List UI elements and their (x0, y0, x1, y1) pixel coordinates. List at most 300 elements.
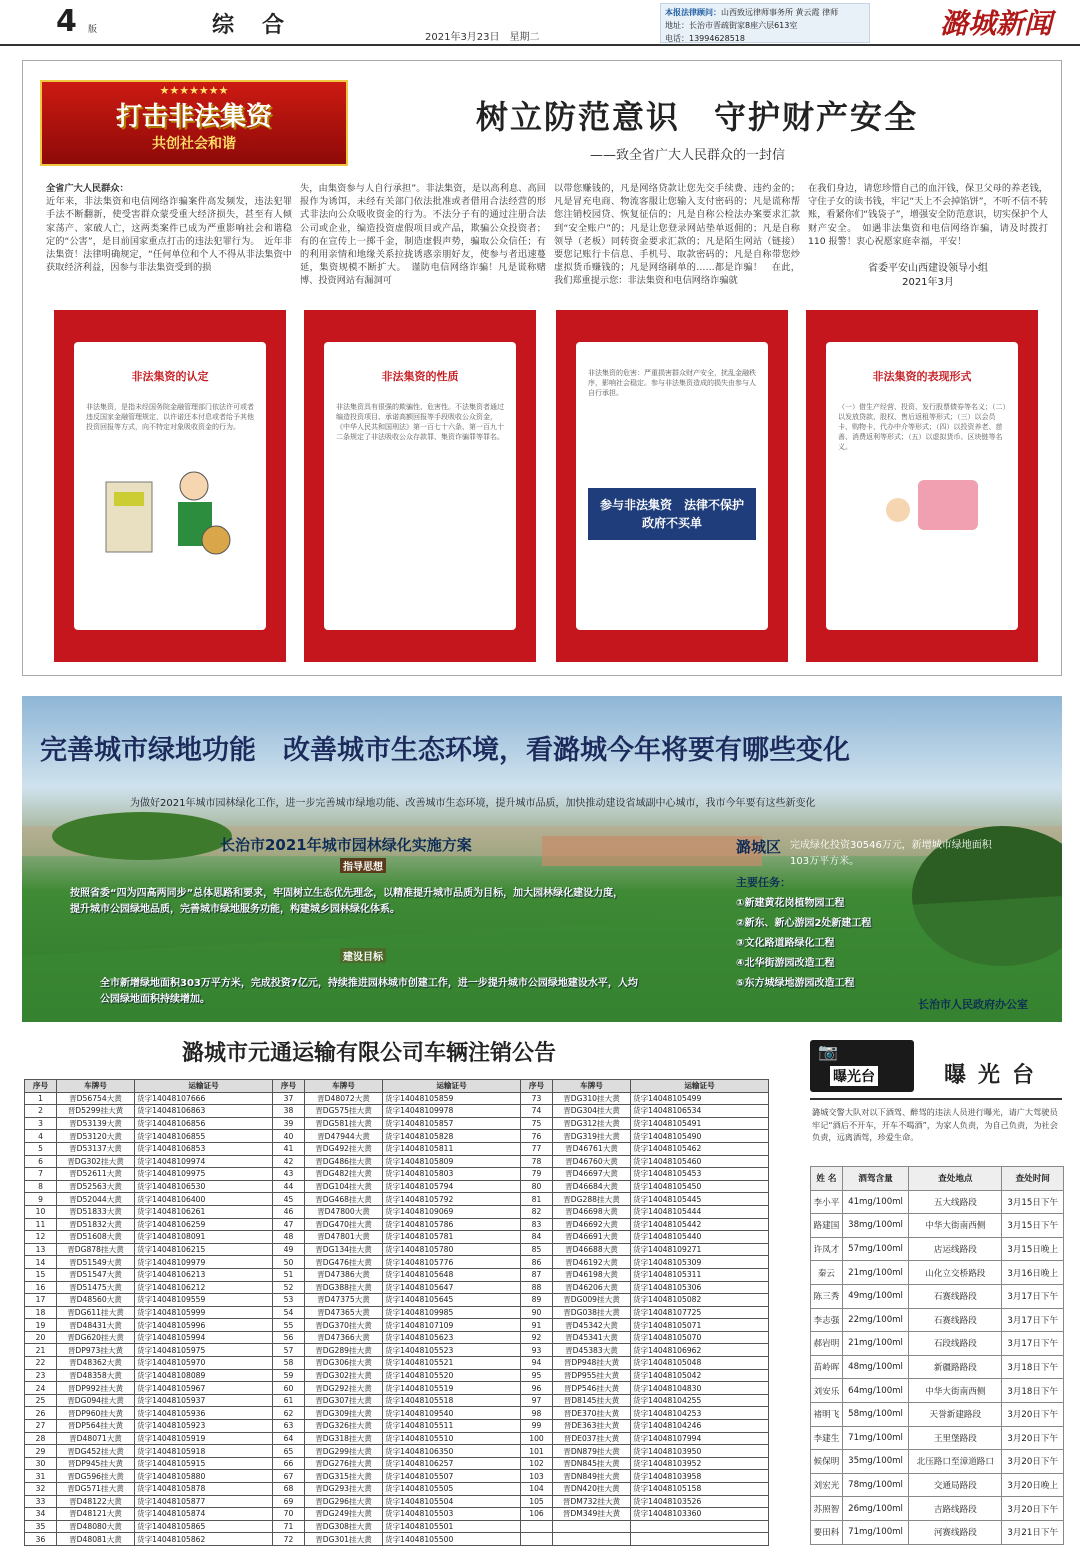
paper-logo: 潞城新闻 (940, 7, 1053, 40)
col-header: 查处地点 (909, 1167, 1002, 1191)
table-cell: 货字14048105462 (631, 1142, 769, 1155)
table-cell: 晋D46192大黄 (553, 1256, 631, 1269)
table-cell: 郝岩明 (811, 1332, 843, 1356)
table-cell: 晋DP945挂大黄 (57, 1457, 135, 1470)
table-cell: 63 (273, 1420, 305, 1433)
vehicle-table (24, 1079, 769, 1546)
task-item: ③文化路道路绿化工程 (736, 938, 835, 949)
table-cell: 49mg/100ml (842, 1284, 908, 1308)
table-cell: 96 (521, 1382, 553, 1395)
table-cell: 货字14048105511 (383, 1420, 521, 1433)
table-cell: 晋DG249挂大黄 (305, 1508, 383, 1521)
table-cell: 49 (273, 1243, 305, 1256)
table-cell: 12 (25, 1231, 57, 1244)
table-cell: 86 (521, 1256, 553, 1269)
table-cell: 石赛线路段 (909, 1308, 1002, 1332)
table-cell: 21mg/100ml (842, 1261, 908, 1285)
table-cell (521, 1533, 553, 1546)
table-cell: 22mg/100ml (842, 1308, 908, 1332)
table-cell: 晋DG308挂大黄 (305, 1520, 383, 1533)
table-cell: 陈三秀 (811, 1284, 843, 1308)
table-cell: 晋DG094挂大黄 (57, 1394, 135, 1407)
table-row (25, 1155, 769, 1168)
table-cell: 货字14048106856 (135, 1117, 273, 1130)
table-row (25, 1218, 769, 1231)
table-cell: 晋D47366大黄 (305, 1331, 383, 1344)
col-header: 序号 (273, 1080, 305, 1093)
table-cell: 32 (25, 1483, 57, 1496)
table-cell: 货字14048105518 (383, 1394, 521, 1407)
table-cell: 晋D51832大黄 (57, 1218, 135, 1231)
table-cell: 87 (521, 1268, 553, 1281)
table-cell: 货字14048103958 (631, 1470, 769, 1483)
table-cell: 17 (25, 1294, 57, 1307)
table-cell: 晋D51549大黄 (57, 1256, 135, 1269)
col-header: 车牌号 (305, 1080, 383, 1093)
table-row (25, 1508, 769, 1521)
table-cell: 许凤才 (811, 1237, 843, 1261)
table-cell: 92 (521, 1331, 553, 1344)
table-row (25, 1432, 769, 1445)
table-cell: 货字14048105874 (135, 1508, 273, 1521)
table-cell: 10 (25, 1205, 57, 1218)
table-cell: 天誉新建路段 (909, 1402, 1002, 1426)
table-cell: 74 (521, 1105, 553, 1118)
table-cell: 晋DP564挂大黄 (57, 1420, 135, 1433)
table-cell: 货字14048105794 (383, 1180, 521, 1193)
table-cell: 晋D52611大黄 (57, 1168, 135, 1181)
table-cell: 晋DG302挂大黄 (305, 1369, 383, 1382)
table-cell: 47 (273, 1218, 305, 1231)
legal-advisor-phone: 电话：13994628518 (665, 34, 745, 43)
table-cell: 晋DN849挂大黄 (553, 1470, 631, 1483)
table-cell: 57mg/100ml (842, 1237, 908, 1261)
divider (810, 1098, 1062, 1100)
table-cell: 晋DG486挂大黄 (305, 1155, 383, 1168)
table-row (25, 1168, 769, 1181)
table-row (25, 1268, 769, 1281)
table-cell: 晋DP960挂大黄 (57, 1407, 135, 1420)
col-header: 酒驾含量 (842, 1167, 908, 1191)
table-row (25, 1281, 769, 1294)
table-cell: 货字14048106863 (135, 1105, 273, 1118)
col-header: 姓 名 (811, 1167, 843, 1191)
table-cell (553, 1520, 631, 1533)
task-item: ④北华街游园改造工程 (736, 958, 835, 969)
table-cell: 货字14048105623 (383, 1331, 521, 1344)
table-cell: 晋D47386大黄 (305, 1268, 383, 1281)
table-cell: 北压路口至漳道路口 (909, 1450, 1002, 1474)
table-cell: 晋DG388挂大黄 (305, 1281, 383, 1294)
table-cell: 晋DG289挂大黄 (305, 1344, 383, 1357)
table-cell: 货字14048105645 (383, 1294, 521, 1307)
table-cell: 晋D48358大黄 (57, 1369, 135, 1382)
guide-text: 按照省委“四为四高两同步”总体思路和要求，牢固树立生态优先理念，以精准提升城市品质为目标，加大园林绿化建设力度，提升城市公园绿地品质，完善城市绿地服务功能，构建城乡园林绿化体系。 (70, 888, 624, 915)
table-cell: 货字14048105311 (631, 1268, 769, 1281)
notice-title: 树立防范意识 守护财产安全 (476, 98, 919, 136)
table-cell: 货字14048105970 (135, 1357, 273, 1370)
table-cell: 35mg/100ml (842, 1450, 908, 1474)
table-cell: 货字14048106259 (135, 1218, 273, 1231)
table-cell: 43 (273, 1168, 305, 1181)
table-cell: 晋D52044大黄 (57, 1193, 135, 1206)
table-cell: 李志强 (811, 1308, 843, 1332)
table-cell: 66 (273, 1457, 305, 1470)
table-row (25, 1319, 769, 1332)
table-cell: 山化立交桥路段 (909, 1261, 1002, 1285)
table-cell: 晋DG492挂大黄 (305, 1142, 383, 1155)
table-cell: 路建国 (811, 1214, 843, 1238)
table-cell: 61 (273, 1394, 305, 1407)
table-cell: 105 (521, 1495, 553, 1508)
table-cell: 76 (521, 1130, 553, 1143)
table-cell: 货字14048105999 (135, 1306, 273, 1319)
table-cell: 货字14048103360 (631, 1508, 769, 1521)
table-cell: 货字14048105491 (631, 1117, 769, 1130)
table-cell: 苗岭晖 (811, 1355, 843, 1379)
col-header: 运输证号 (135, 1080, 273, 1093)
card-title: 非法集资的表现形式 (872, 370, 972, 383)
table-cell: 货字14048106213 (135, 1268, 273, 1281)
table-cell: 货字14048106257 (383, 1457, 521, 1470)
table-cell: 14 (25, 1256, 57, 1269)
table-cell: 11 (25, 1218, 57, 1231)
table-cell: 货字14048108089 (135, 1369, 273, 1382)
table-cell: 4 (25, 1130, 57, 1143)
table-cell: 48 (273, 1231, 305, 1244)
table-cell: 货字14048105499 (631, 1092, 769, 1105)
table-cell: 货字14048105082 (631, 1294, 769, 1307)
table-cell: 3月17日下午 (1002, 1308, 1064, 1332)
table-cell: 24 (25, 1382, 57, 1395)
table-cell: 货字14048105780 (383, 1243, 521, 1256)
table-cell: 货字14048105865 (135, 1520, 273, 1533)
table-cell: 货字14048106400 (135, 1193, 273, 1206)
table-cell: 晋D46692大黄 (553, 1218, 631, 1231)
table-cell: 货字14048105809 (383, 1155, 521, 1168)
table-row (811, 1237, 1064, 1261)
table-cell: 106 (521, 1508, 553, 1521)
table-cell: 78mg/100ml (842, 1473, 908, 1497)
table-cell: 货字14048105857 (383, 1117, 521, 1130)
table-cell: 40 (273, 1130, 305, 1143)
table-row (811, 1332, 1064, 1356)
table-cell: 晋DM349挂大黄 (553, 1508, 631, 1521)
table-cell: 3月17日下午 (1002, 1332, 1064, 1356)
table-row (25, 1193, 769, 1206)
table-cell: 晋DG104挂大黄 (305, 1180, 383, 1193)
table-cell: 3月17日下午 (1002, 1284, 1064, 1308)
table-cell: 3月18日下午 (1002, 1355, 1064, 1379)
table-cell: 75 (521, 1117, 553, 1130)
table-row (811, 1190, 1064, 1214)
page-number: 4 (56, 4, 77, 39)
table-cell: 8 (25, 1180, 57, 1193)
col-header: 序号 (521, 1080, 553, 1093)
table-cell: 晋D51475大黄 (57, 1281, 135, 1294)
table-cell: 货字14048105500 (383, 1533, 521, 1546)
issue-date: 2021年3月23日 星期二 (425, 32, 540, 43)
table-cell: 36 (25, 1533, 57, 1546)
table-cell: 88 (521, 1281, 553, 1294)
table-cell: 62 (273, 1407, 305, 1420)
card-text: （一）借生产经营、投资、发行股票债券等名义；（二）以发放贷款、股权、售后返租等形式；（三）以会员卡、购物卡、代办中介等形式；（四）以投资养老、慈善、消费返利等形式；（五）以虚拟货币、区块链等名义。 (838, 403, 1006, 451)
table-cell: 晋D46198大黄 (553, 1268, 631, 1281)
table-cell: 晋D46697大黄 (553, 1168, 631, 1181)
table-cell: 晋DG310挂大黄 (553, 1092, 631, 1105)
table-row (25, 1105, 769, 1118)
table-cell: 石赛线路段 (909, 1284, 1002, 1308)
signature-org: 省委平安山西建设领导小组 (868, 263, 988, 274)
table-cell: 货字14048103526 (631, 1495, 769, 1508)
table-cell: 35 (25, 1520, 57, 1533)
table-cell: 货字14048105450 (631, 1180, 769, 1193)
table-cell: 41 (273, 1142, 305, 1155)
table-cell: 货字14048105937 (135, 1394, 273, 1407)
table-cell: 货字14048105975 (135, 1344, 273, 1357)
table-cell: 货字14048106530 (135, 1180, 273, 1193)
exposure-badge (810, 1040, 914, 1092)
table-cell: 晋DE363挂大黄 (553, 1420, 631, 1433)
table-cell: 晋DG288挂大黄 (553, 1193, 631, 1206)
table-cell: 货字14048105862 (135, 1533, 273, 1546)
table-cell: 李建生 (811, 1426, 843, 1450)
table-cell: 货字14048105915 (135, 1457, 273, 1470)
table-cell: 93 (521, 1344, 553, 1357)
table-cell: 货字14048106261 (135, 1205, 273, 1218)
table-cell: 晋DG312挂大黄 (553, 1117, 631, 1130)
card-title: 非法集资的认定 (131, 370, 209, 383)
table-cell: 货字14048105445 (631, 1193, 769, 1206)
table-cell: 货字14048105523 (383, 1344, 521, 1357)
table-cell: 货字14048105158 (631, 1483, 769, 1496)
table-cell: 80 (521, 1180, 553, 1193)
table-row (25, 1357, 769, 1370)
exposure-badge-text: 曝光台 (830, 1066, 878, 1086)
table-cell: 晋DN845挂大黄 (553, 1457, 631, 1470)
table-row (811, 1450, 1064, 1474)
cancel-title: 潞城市元通运输有限公司车辆注销公告 (182, 1040, 557, 1066)
table-cell: 晋D53120大黄 (57, 1130, 135, 1143)
table-cell: 晋DN879挂大黄 (553, 1445, 631, 1458)
banner (40, 80, 348, 166)
table-cell: 晋DN420挂大黄 (553, 1483, 631, 1496)
table-cell: 23 (25, 1369, 57, 1382)
table-cell: 38 (273, 1105, 305, 1118)
table-cell (631, 1520, 769, 1533)
table-cell: 晋D48122大黄 (57, 1495, 135, 1508)
table-cell: 晋D48121大黄 (57, 1508, 135, 1521)
table-cell: 货字14048105919 (135, 1432, 273, 1445)
col-header: 车牌号 (57, 1080, 135, 1093)
table-cell: 晋DG319挂大黄 (553, 1130, 631, 1143)
table-row (811, 1402, 1064, 1426)
table-cell: 3月15日下午 (1002, 1190, 1064, 1214)
district-name: 潞城区 (736, 838, 782, 856)
table-cell: 3月15日晚上 (1002, 1237, 1064, 1261)
table-cell: 晋D51547大黄 (57, 1268, 135, 1281)
table-cell: 货字14048105460 (631, 1155, 769, 1168)
table-cell: 晋DG301挂大黄 (305, 1533, 383, 1546)
table-cell: 77 (521, 1142, 553, 1155)
table-cell: 货字14048105803 (383, 1168, 521, 1181)
table-cell: 货字14048106534 (631, 1105, 769, 1118)
table-cell: 货字14048107725 (631, 1306, 769, 1319)
exposure-intro: 潞城交警大队对以下酒驾、醉驾的违法人员进行曝光，请广大驾驶员牢记“酒后不开车，开车不喝酒”，为家人负责，为自己负责，为社会负责，远离酒驾，珍爱生命。 (812, 1107, 1058, 1142)
table-cell: 2 (25, 1105, 57, 1118)
wallet-illustration (838, 470, 988, 540)
table-row (25, 1420, 769, 1433)
card-title: 非法集资的性质 (381, 370, 459, 383)
table-cell: 19 (25, 1319, 57, 1332)
table-cell: 3月16日晚上 (1002, 1261, 1064, 1285)
table-cell: 货字14048105444 (631, 1205, 769, 1218)
table-cell: 刘宏光 (811, 1473, 843, 1497)
table-cell: 34 (25, 1508, 57, 1521)
table-cell: 3月20日晚上 (1002, 1473, 1064, 1497)
table-cell: 货字14048105070 (631, 1331, 769, 1344)
table-cell: 货字14048105781 (383, 1231, 521, 1244)
table-cell: 秦云 (811, 1261, 843, 1285)
notice-column-4: 在我们身边，请您珍惜自己的血汗钱，保卫父母的养老钱，守住子女的读书钱，牢记“天上不会掉馅饼”，不听不信不转账，看紧你们“钱袋子”，增强安全防范意识，切实保护个人财产安全。 如遇非法集资和电信网络诈骗，请及时拨打 110 报警！衷心祝愿家庭幸福，平安！ (808, 183, 1048, 247)
table-cell: 晋DG482挂大黄 (305, 1168, 383, 1181)
table-cell: 店运线路段 (909, 1237, 1002, 1261)
table-cell: 22 (25, 1357, 57, 1370)
table-cell: 5 (25, 1142, 57, 1155)
table-cell: 货字14048105048 (631, 1357, 769, 1370)
cartoon-illustration (86, 452, 236, 572)
table-cell: 晋DG571挂大黄 (57, 1483, 135, 1496)
table-cell: 刘安乐 (811, 1379, 843, 1403)
table-cell: 64 (273, 1432, 305, 1445)
table-cell: 货字14048105504 (383, 1495, 521, 1508)
table-cell: 晋DG596挂大黄 (57, 1470, 135, 1483)
table-cell: 货字14048108091 (135, 1231, 273, 1244)
table-cell: 70 (273, 1508, 305, 1521)
table-cell: 货字14048104246 (631, 1420, 769, 1433)
table-row (811, 1426, 1064, 1450)
table-cell: 货字14048105994 (135, 1331, 273, 1344)
table-cell: 货字14048105071 (631, 1319, 769, 1332)
info-card-4 (806, 310, 1038, 662)
table-cell: 货字14048105878 (135, 1483, 273, 1496)
table-cell: 货字14048105786 (383, 1218, 521, 1231)
table-cell: 21mg/100ml (842, 1332, 908, 1356)
table-cell: 晋DG304挂大黄 (553, 1105, 631, 1118)
table-cell: 货字14048105520 (383, 1369, 521, 1382)
table-cell: 81 (521, 1193, 553, 1206)
table-cell: 6 (25, 1155, 57, 1168)
table-cell: 货字14048106215 (135, 1243, 273, 1256)
table-cell: 晋DG326挂大黄 (305, 1420, 383, 1433)
table-row (811, 1308, 1064, 1332)
exposure-table (810, 1166, 1064, 1545)
table-cell: 晋D47365大黄 (305, 1306, 383, 1319)
table-row (25, 1344, 769, 1357)
table-cell: 44 (273, 1180, 305, 1193)
table-row (811, 1284, 1064, 1308)
table-cell: 晋DG134挂大黄 (305, 1243, 383, 1256)
table-row (25, 1180, 769, 1193)
table-cell: 候保明 (811, 1450, 843, 1474)
table-cell: 晋D48080大黄 (57, 1520, 135, 1533)
table-cell: 货字14048105647 (383, 1281, 521, 1294)
table-cell: 71mg/100ml (842, 1426, 908, 1450)
table-cell: 41mg/100ml (842, 1190, 908, 1214)
table-cell: 21 (25, 1344, 57, 1357)
table-cell: 晋DP948挂大黄 (553, 1357, 631, 1370)
table-cell: 货字14048104255 (631, 1394, 769, 1407)
table-cell: 货字14048105521 (383, 1357, 521, 1370)
task-item: ⑤东方城绿地游园改造工程 (736, 978, 855, 989)
table-cell: 晋D46698大黄 (553, 1205, 631, 1218)
table-cell: 晋DG315挂大黄 (305, 1470, 383, 1483)
guide-label: 指导思想 (340, 858, 386, 873)
table-cell: 100 (521, 1432, 553, 1445)
table-cell: 55 (273, 1319, 305, 1332)
table-cell: 晋D48072大黄 (305, 1092, 383, 1105)
table-cell: 货字14048105042 (631, 1369, 769, 1382)
table-row (25, 1294, 769, 1307)
table-cell: 3月20日下午 (1002, 1426, 1064, 1450)
notice-column-3: 以带您赚钱的，凡是网络贷款让您先交手续费、违约金的；凡是冒充电商、物流客服让您输入支付密码的；凡是谎称帮您注销校园贷、恢复征信的；凡是自称公检法办案要求汇款到“安全账户”的；凡是让您登录网站垫单返佣的；凡是自称领导（老板）同转资金要求汇款的；凡是陌生网站（链接）要您记账行卡信息、手机号、取款密码的；凡是自称带您炒虚拟货币赚钱的；凡是网络刷单的……都是诈骗！ 在此，我们郑重提示您：非法集资和电信网络诈骗就 (554, 183, 800, 287)
table-row (25, 1457, 769, 1470)
table-cell: 晋DP992挂大黄 (57, 1382, 135, 1395)
table-cell: 货字14048105828 (383, 1130, 521, 1143)
table-cell: 货字14048105996 (135, 1319, 273, 1332)
table-cell: 新疆路路段 (909, 1355, 1002, 1379)
table-cell: 94 (521, 1357, 553, 1370)
table-cell: 货字14048105859 (383, 1092, 521, 1105)
table-cell: 26 (25, 1407, 57, 1420)
table-cell: 102 (521, 1457, 553, 1470)
table-cell: 82 (521, 1205, 553, 1218)
table-cell: 3月20日下午 (1002, 1497, 1064, 1521)
table-cell: 晋D45342大黄 (553, 1319, 631, 1332)
table-cell: 78 (521, 1155, 553, 1168)
table-cell: 42 (273, 1155, 305, 1168)
table-row (25, 1256, 769, 1269)
col-header: 运输证号 (383, 1080, 521, 1093)
table-cell: 货字14048105776 (383, 1256, 521, 1269)
table-row (25, 1382, 769, 1395)
table-cell: 晋D46206大黄 (553, 1281, 631, 1294)
goal-label: 建设目标 (340, 948, 386, 963)
table-cell (631, 1533, 769, 1546)
table-cell: 晋DG293挂大黄 (305, 1483, 383, 1496)
table-cell: 五大线路段 (909, 1190, 1002, 1214)
notice-col1-text: 近年来，非法集资和电信网络诈骗案件高发频发，违法犯罪手法不断翻新，使受害群众蒙受重大经济损失，甚至有人倾家荡产、家破人亡，这两类案件已成为严重影响社会和谐稳定的“公害”，是目前国家重点打击的违法犯罪行为。 近年非法集资！法律明确规定，“任何单位和个人不得从非法集资中获取经济利益，因参与非法集资受到的损 (46, 196, 292, 274)
table-cell: 货字14048104253 (631, 1407, 769, 1420)
table-cell: 晋DG878挂大黄 (57, 1243, 135, 1256)
table-cell: 晋D48560大黄 (57, 1294, 135, 1307)
info-card-2 (304, 310, 536, 662)
table-cell: 58 (273, 1357, 305, 1370)
table-cell: 货字14048109978 (383, 1105, 521, 1118)
notice-subtitle: ——致全省广大人民群众的一封信 (590, 148, 786, 163)
table-cell: 69 (273, 1495, 305, 1508)
table-cell: 货字14048105510 (383, 1432, 521, 1445)
table-cell: 51 (273, 1268, 305, 1281)
table-cell: 货字14048109069 (383, 1205, 521, 1218)
table-cell: 3月15日下午 (1002, 1214, 1064, 1238)
table-cell: 98 (521, 1407, 553, 1420)
table-cell: 57 (273, 1344, 305, 1357)
table-row (811, 1520, 1064, 1544)
table-cell: 货字14048105918 (135, 1445, 273, 1458)
table-cell: 83 (521, 1218, 553, 1231)
table-cell: 50 (273, 1256, 305, 1269)
